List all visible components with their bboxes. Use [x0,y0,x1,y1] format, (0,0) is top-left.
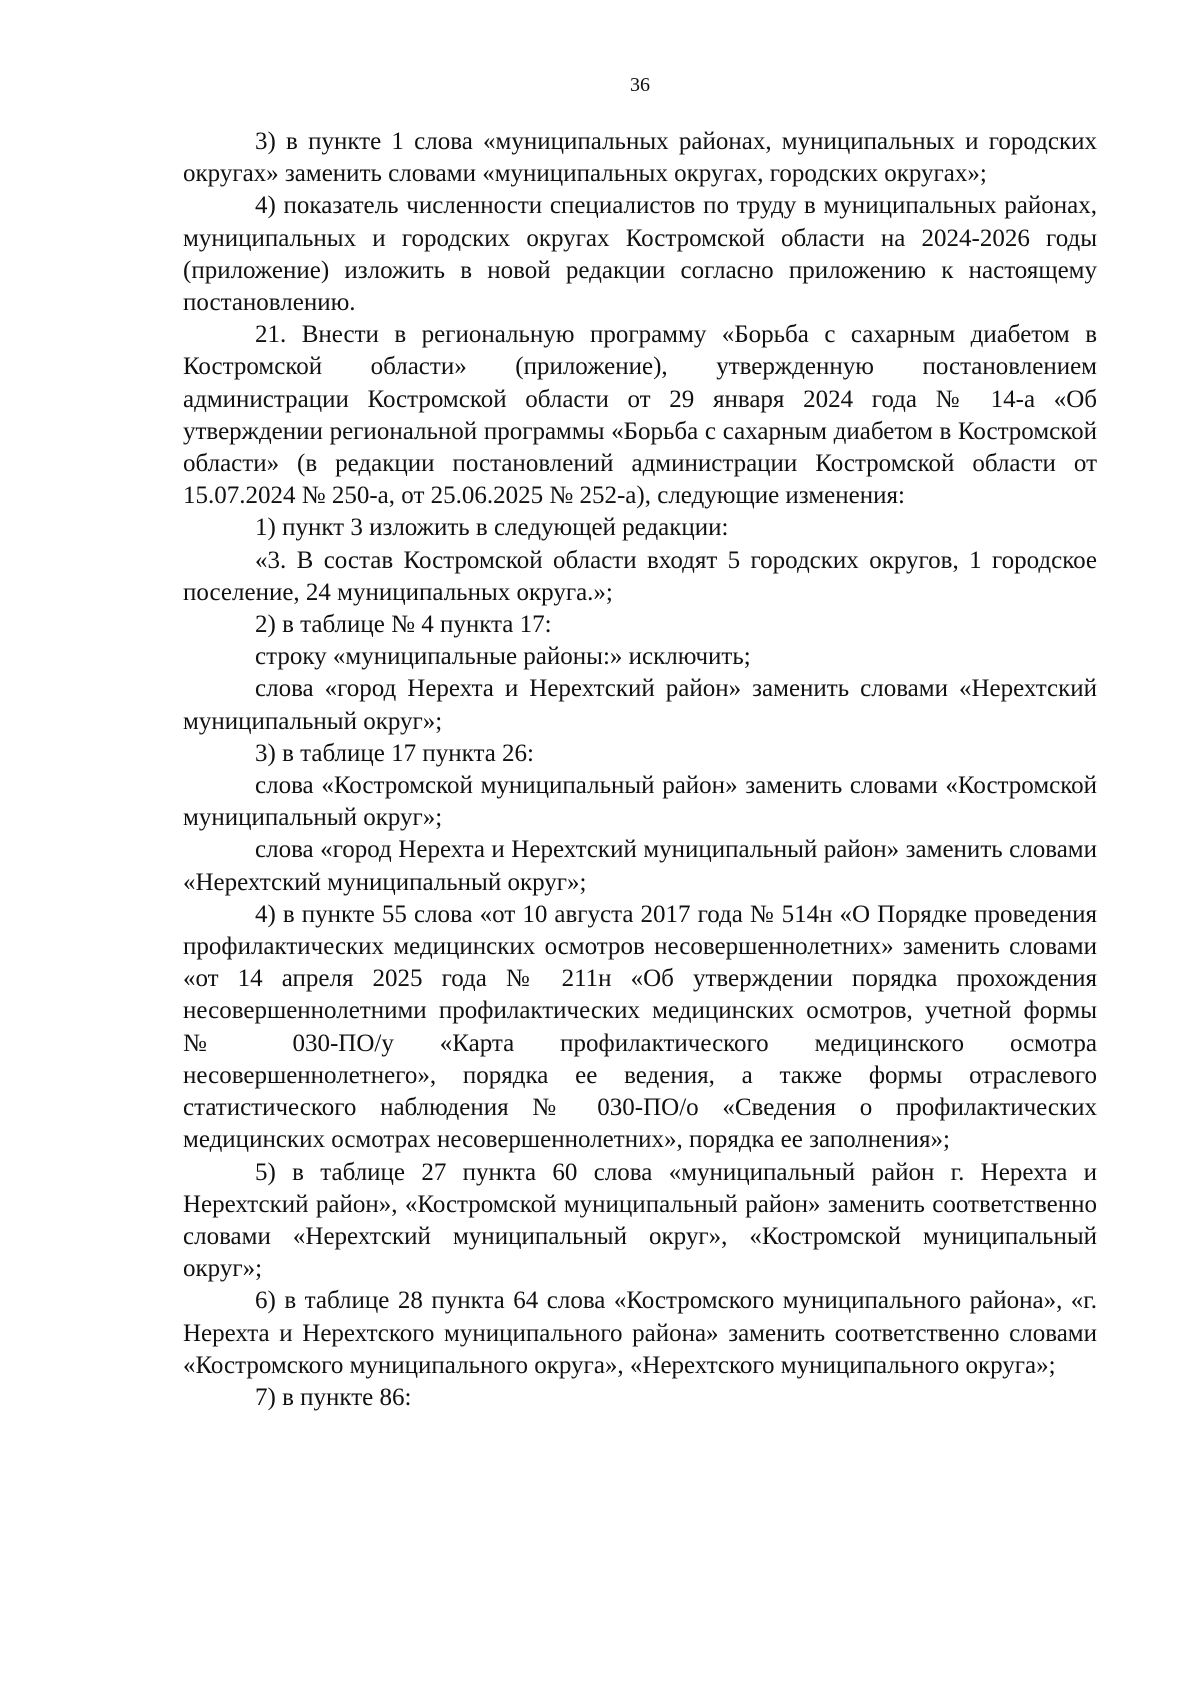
paragraph-words-nerekhta-district: слова «город Нерехта и Нерехтский муниципальный район» заменить словами «Нерехтский муниципальный округ»; [183,836,1097,896]
paragraph-item-1-clause-3: 1) пункт 3 изложить в следующей редакции: [255,514,729,542]
paragraph-item-7-clause-86: 7) в пункте 86: [255,1383,412,1411]
paragraph-item-6-table-28: 6) в таблице 28 пункта 64 слова «Костромского муниципального района», «г. Нерехта и Нерехтского муниципального района» заменить соответственно словами «Костромского муниципального округа», «Нерехтского муниципального округа»; [183,1287,1097,1379]
paragraph-words-nerekhta: слова «город Нерехта и Нерехтский район» заменить словами «Нерехтский муниципальный округ»; [183,675,1097,735]
paragraph-item-2-table-4: 2) в таблице № 4 пункта 17: [255,611,552,639]
paragraph-item-3-table-17: 3) в таблице 17 пункта 26: [255,739,534,767]
paragraph-item-3-clause-1: 3) в пункте 1 слова «муниципальных районах, муниципальных и городских округах» заменить словами «муниципальных округах, городских округах»; [183,128,1097,188]
paragraph-quote-clause-3: «3. В состав Костромской области входят 5 городских округов, 1 городское поселение, 24 муниципальных округа.»; [183,546,1097,606]
paragraph-item-4-specialists: 4) показатель численности специалистов по труду в муниципальных районах, муниципальных и городских округах Костромской области на 2024-2026 годы (приложение) изложить в новой редакции согласно приложению к настоящему постановлению. [183,192,1097,317]
page-number: 36 [630,74,650,96]
paragraph-row-exclude: строку «муниципальные районы:» исключить; [255,643,751,671]
paragraph-words-kostroma: слова «Костромской муниципальный район» заменить словами «Костромской муниципальный округ»; [183,772,1097,832]
paragraph-item-5-table-27: 5) в таблице 27 пункта 60 слова «муниципальный район г. Нерехта и Нерехтский район», «Костромской муниципальный район» заменить соответственно словами «Нерехтский муниципальный округ», «Костромской муниципальный округ»; [183,1158,1097,1283]
paragraph-section-21: 21. Внести в региональную программу «Борьба с сахарным диабетом в Костромской области» (приложение), утвержденную постановлением администрации Костромской области от 29 января 2024 года № 14-а «Об утверждении региональной программы «Борьба с сахарным диабетом в Костромской области» (в редакции постановлений администрации Костромской области от 15.07.2024 № 250-а, от 25.06.2025 № 252-а), следующие изменения: [183,321,1097,510]
document-body [183,126,1097,1414]
paragraph-item-4-clause-55: 4) в пункте 55 слова «от 10 августа 2017 года № 514н «О Порядке проведения профилактических медицинских осмотров несовершеннолетних» заменить словами «от 14 апреля 2025 года № 211н «Об утверждении порядка прохождения несовершеннолетними профилактических медицинских осмотров, учетной формы № 030-ПО/у «Карта профилактического медицинского осмотра несовершеннолетнего», порядка ее ведения, а также формы отраслевого статистического наблюдения № 030-ПО/о «Сведения о профилактических медицинских осмотрах несовершеннолетних», порядка ее заполнения»; [183,900,1097,1154]
